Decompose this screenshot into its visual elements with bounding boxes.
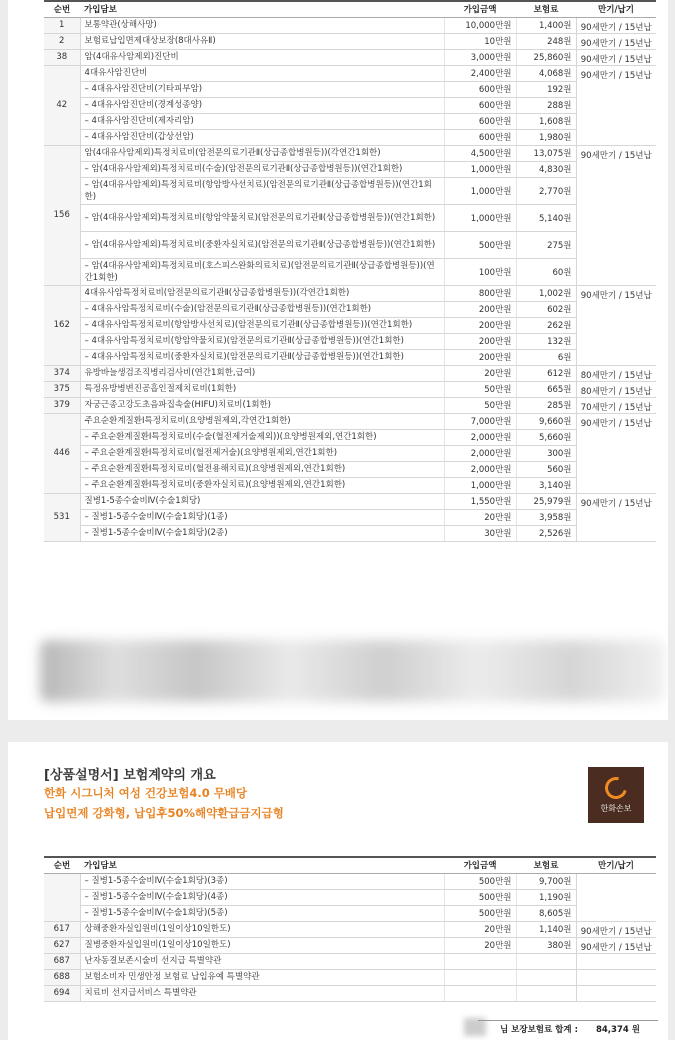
coverage-name: 암(4대유사암제외)특정치료비(암전문의료기관Ⅱ(상급종합병원등))(각연간1회한) (80, 145, 444, 161)
coverage-premium: 9,660원 (516, 413, 576, 429)
coverage-amount: 1,000만원 (444, 177, 516, 204)
table-row (44, 509, 656, 525)
table-row (44, 17, 656, 33)
row-number: 38 (44, 49, 80, 65)
coverage-amount: 50만원 (444, 397, 516, 413)
coverage-maturity: 90세만기 / 15년납 (576, 285, 656, 365)
coverage-name: – 암(4대유사암제외)특정치료비(중환자실치료)(암전문의료기관Ⅱ(상급종합병원등))(연간1회한) (80, 231, 444, 258)
coverage-name: – 4대유사암진단비(경계성종양) (80, 97, 444, 113)
coverage-name: – 4대유사암특정치료비(항암방사선치료)(암전문의료기관Ⅱ(상급종합병원등))(연간1회한) (80, 317, 444, 333)
row-number: 531 (44, 493, 80, 541)
coverage-premium: 248원 (516, 33, 576, 49)
coverage-amount (444, 985, 516, 1001)
header-coverage: 가입담보 (80, 1, 444, 17)
coverage-amount: 500만원 (444, 231, 516, 258)
coverage-premium: 612원 (516, 365, 576, 381)
table-row (44, 429, 656, 445)
table-row (44, 33, 656, 49)
coverage-amount: 10,000만원 (444, 17, 516, 33)
coverage-premium: 1,400원 (516, 17, 576, 33)
coverage-maturity (576, 873, 656, 921)
coverage-name: 4대유사암진단비 (80, 65, 444, 81)
coverage-premium: 1,140원 (516, 921, 576, 937)
coverage-amount: 4,500만원 (444, 145, 516, 161)
coverage-premium: 8,605원 (516, 905, 576, 921)
table-row (44, 97, 656, 113)
coverage-amount: 50만원 (444, 381, 516, 397)
table-row (44, 129, 656, 145)
coverage-amount: 800만원 (444, 285, 516, 301)
coverage-amount: 20만원 (444, 509, 516, 525)
table-row (44, 49, 656, 65)
table-row (44, 889, 656, 905)
table-row (44, 445, 656, 461)
table-row (44, 258, 656, 285)
table-row (44, 285, 656, 301)
coverage-premium: 1,190원 (516, 889, 576, 905)
row-number: 374 (44, 365, 80, 381)
coverage-amount: 20만원 (444, 921, 516, 937)
coverage-maturity: 90세만기 / 15년납 (576, 145, 656, 285)
coverage-premium: 13,075원 (516, 145, 576, 161)
product-name: 한화 시그니처 여성 건강보험4.0 무배당 (44, 786, 248, 800)
coverage-premium: 6원 (516, 349, 576, 365)
coverage-name: 치료비 선지급서비스 특별약관 (80, 985, 444, 1001)
table-row (44, 231, 656, 258)
coverage-premium: 25,979원 (516, 493, 576, 509)
coverage-amount: 500만원 (444, 905, 516, 921)
coverage-name: – 암(4대유사암제외)특정치료비(수술)(암전문의료기관Ⅱ(상급종합병원등))(연간1회한) (80, 161, 444, 177)
header-maturity: 만기/납기 (576, 1, 656, 17)
coverage-amount: 600만원 (444, 81, 516, 97)
table-row (44, 333, 656, 349)
table-row (44, 477, 656, 493)
coverage-premium: 275원 (516, 231, 576, 258)
coverage-maturity: 90세만기 / 15년납 (576, 65, 656, 145)
header-num: 순번 (44, 1, 80, 17)
table-row (44, 365, 656, 381)
coverage-name: – 질병1-5종수술비Ⅳ(수술1회당)(5종) (80, 905, 444, 921)
row-number: 162 (44, 285, 80, 365)
coverage-premium: 1,980원 (516, 129, 576, 145)
coverage-premium: 4,068원 (516, 65, 576, 81)
coverage-name: 보통약관(상해사망) (80, 17, 444, 33)
table-row (44, 317, 656, 333)
hanwha-logo-icon (601, 772, 631, 802)
coverage-name: 암(4대유사암제외)진단비 (80, 49, 444, 65)
total-value: 84,374 원 (595, 1024, 640, 1035)
coverage-premium (516, 969, 576, 985)
total-label: 님 보장보험료 합계 : (500, 1024, 578, 1035)
table-row (44, 349, 656, 365)
coverage-maturity: 90세만기 / 15년납 (576, 493, 656, 541)
company-logo (588, 767, 644, 823)
coverage-amount: 200만원 (444, 317, 516, 333)
coverage-name: – 4대유사암특정치료비(수술)(암전문의료기관Ⅱ(상급종합병원등))(연간1회한) (80, 301, 444, 317)
coverage-name: – 암(4대유사암제외)특정치료비(항암방사선치료)(암전문의료기관Ⅱ(상급종합병원등))(연간1회한) (80, 177, 444, 204)
table-row (44, 113, 656, 129)
row-number: 687 (44, 953, 80, 969)
document-page-1 (8, 0, 668, 720)
row-number: 379 (44, 397, 80, 413)
coverage-premium: 132원 (516, 333, 576, 349)
header-amount: 가입금액 (444, 1, 516, 17)
coverage-premium: 665원 (516, 381, 576, 397)
coverage-maturity: 80세만기 / 15년납 (576, 365, 656, 381)
coverage-amount: 1,000만원 (444, 477, 516, 493)
table-row (44, 381, 656, 397)
coverage-name: – 4대유사암진단비(제자리암) (80, 113, 444, 129)
coverage-amount: 200만원 (444, 301, 516, 317)
coverage-name: – 4대유사암진단비(갑상선암) (80, 129, 444, 145)
coverage-name: 주요순환계질환Ⅰ특정치료비(요양병원제외,각연간1회한) (80, 413, 444, 429)
table-row (44, 461, 656, 477)
coverage-premium: 60원 (516, 258, 576, 285)
row-number: 688 (44, 969, 80, 985)
table-row (44, 413, 656, 429)
logo-text: 한화손보 (600, 803, 632, 813)
coverage-name: – 질병1-5종수술비Ⅳ(수술1회당)(3종) (80, 873, 444, 889)
table-row (44, 177, 656, 204)
coverage-premium: 3,958원 (516, 509, 576, 525)
coverage-premium: 3,140원 (516, 477, 576, 493)
coverage-name: – 질병1-5종수술비Ⅳ(수술1회당)(1종) (80, 509, 444, 525)
coverage-premium: 2,770원 (516, 177, 576, 204)
coverage-amount: 7,000만원 (444, 413, 516, 429)
coverage-premium: 4,830원 (516, 161, 576, 177)
coverage-maturity (576, 985, 656, 1001)
coverage-premium: 285원 (516, 397, 576, 413)
coverage-name: – 4대유사암특정치료비(항암약물치료)(암전문의료기관Ⅱ(상급종합병원등))(연간1회한) (80, 333, 444, 349)
coverage-amount: 2,000만원 (444, 461, 516, 477)
coverage-amount: 1,550만원 (444, 493, 516, 509)
coverage-maturity: 90세만기 / 15년납 (576, 413, 656, 493)
row-number: 42 (44, 65, 80, 145)
coverage-name: 난자동결보존시술비 선지급 특별약관 (80, 953, 444, 969)
table-row (44, 969, 656, 985)
table-row (44, 301, 656, 317)
coverage-name: – 4대유사암특정치료비(중환자실치료)(암전문의료기관Ⅱ(상급종합병원등))(연간1회한) (80, 349, 444, 365)
coverage-amount: 2,400만원 (444, 65, 516, 81)
coverage-amount: 200만원 (444, 333, 516, 349)
table-row (44, 397, 656, 413)
coverage-premium: 288원 (516, 97, 576, 113)
table-row (44, 873, 656, 889)
table-row (44, 81, 656, 97)
coverage-premium: 192원 (516, 81, 576, 97)
row-number: 375 (44, 381, 80, 397)
coverage-premium: 25,860원 (516, 49, 576, 65)
coverage-amount: 3,000만원 (444, 49, 516, 65)
premium-total (478, 1020, 658, 1036)
table-row (44, 145, 656, 161)
header-premium: 보험료 (516, 857, 576, 873)
coverage-name: – 주요순환계질환Ⅰ특정치료비(수술(혈전제거술제외))(요양병원제외,연간1회한) (80, 429, 444, 445)
table-row (44, 985, 656, 1001)
coverage-premium: 1,608원 (516, 113, 576, 129)
table-row (44, 204, 656, 231)
coverage-name: – 암(4대유사암제외)특정치료비(항암약물치료)(암전문의료기관Ⅱ(상급종합병원등))(연간1회한) (80, 204, 444, 231)
coverage-maturity: 70세만기 / 15년납 (576, 397, 656, 413)
coverage-premium: 602원 (516, 301, 576, 317)
coverage-amount: 100만원 (444, 258, 516, 285)
coverage-maturity: 90세만기 / 15년납 (576, 921, 656, 937)
coverage-amount: 600만원 (444, 113, 516, 129)
row-number: 156 (44, 145, 80, 285)
coverage-name: 유방바늘생검조직병리검사비(연간1회한,급여) (80, 365, 444, 381)
coverage-premium: 5,660원 (516, 429, 576, 445)
coverage-premium (516, 985, 576, 1001)
coverage-premium: 9,700원 (516, 873, 576, 889)
coverage-premium: 300원 (516, 445, 576, 461)
coverage-amount: 1,000만원 (444, 204, 516, 231)
coverage-amount: 20만원 (444, 365, 516, 381)
coverage-name: – 주요순환계질환Ⅰ특정치료비(혈전제거술)(요양병원제외,연간1회한) (80, 445, 444, 461)
coverage-amount: 20만원 (444, 937, 516, 953)
coverage-name: 질병중환자실입원비(1일이상10일한도) (80, 937, 444, 953)
row-number: 1 (44, 17, 80, 33)
coverage-name: – 4대유사암진단비(기타피부암) (80, 81, 444, 97)
coverage-premium: 262원 (516, 317, 576, 333)
row-number: 617 (44, 921, 80, 937)
table-row (44, 921, 656, 937)
coverage-maturity: 80세만기 / 15년납 (576, 381, 656, 397)
row-number (44, 873, 80, 921)
coverage-name: 4대유사암특정치료비(암전문의료기관Ⅱ(상급종합병원등))(각연간1회한) (80, 285, 444, 301)
coverage-amount: 600만원 (444, 97, 516, 113)
coverage-name: – 질병1-5종수술비Ⅳ(수술1회당)(2종) (80, 525, 444, 541)
coverage-premium: 560원 (516, 461, 576, 477)
header-coverage: 가입담보 (80, 857, 444, 873)
coverage-amount: 500만원 (444, 873, 516, 889)
coverage-name: – 주요순환계질환Ⅰ특정치료비(혈전용해치료)(요양병원제외,연간1회한) (80, 461, 444, 477)
header-maturity: 만기/납기 (576, 857, 656, 873)
coverage-premium: 2,526원 (516, 525, 576, 541)
document-page-2 (8, 742, 668, 1040)
coverage-name: – 암(4대유사암제외)특정치료비(호스피스완화의료치료)(암전문의료기관Ⅱ(상급종합병원등))(연간1회한) (80, 258, 444, 285)
coverage-maturity (576, 969, 656, 985)
table-row (44, 65, 656, 81)
row-number: 2 (44, 33, 80, 49)
redacted-area (40, 640, 665, 702)
coverage-premium: 380원 (516, 937, 576, 953)
header-amount: 가입금액 (444, 857, 516, 873)
product-type: 납입면제 강화형, 납입후50%해약환급금지급형 (44, 806, 284, 820)
table-row (44, 937, 656, 953)
coverage-name: – 주요순환계질환Ⅰ특정치료비(중환자실치료)(요양병원제외,연간1회한) (80, 477, 444, 493)
coverage-amount (444, 969, 516, 985)
coverage-name: 자궁근종고강도초음파집속술(HIFU)치료비(1회한) (80, 397, 444, 413)
coverage-table-1 (44, 0, 656, 542)
table-row (44, 493, 656, 509)
coverage-premium (516, 953, 576, 969)
document-title: [상품설명서] 보험계약의 개요 (44, 768, 216, 783)
table-row (44, 161, 656, 177)
coverage-amount: 200만원 (444, 349, 516, 365)
table-row (44, 953, 656, 969)
coverage-amount: 2,000만원 (444, 445, 516, 461)
coverage-maturity: 90세만기 / 15년납 (576, 937, 656, 953)
coverage-amount (444, 953, 516, 969)
coverage-amount: 2,000만원 (444, 429, 516, 445)
row-number: 446 (44, 413, 80, 493)
coverage-maturity: 90세만기 / 15년납 (576, 49, 656, 65)
coverage-maturity: 90세만기 / 15년납 (576, 17, 656, 33)
coverage-name: 보험소비자 민생안정 보험료 납입유예 특별약관 (80, 969, 444, 985)
coverage-name: 질병1-5종수술비Ⅳ(수술1회당) (80, 493, 444, 509)
coverage-name: 상해중환자실입원비(1일이상10일한도) (80, 921, 444, 937)
coverage-name: 보험료납입면제대상보장(8대사유Ⅱ) (80, 33, 444, 49)
row-number: 627 (44, 937, 80, 953)
coverage-premium: 1,002원 (516, 285, 576, 301)
row-number: 694 (44, 985, 80, 1001)
coverage-amount: 10만원 (444, 33, 516, 49)
header-num: 순번 (44, 857, 80, 873)
coverage-maturity: 90세만기 / 15년납 (576, 33, 656, 49)
coverage-amount: 30만원 (444, 525, 516, 541)
coverage-maturity (576, 953, 656, 969)
table-row (44, 525, 656, 541)
coverage-name: 특정유방병변진공흡인절제치료비(1회한) (80, 381, 444, 397)
coverage-amount: 600만원 (444, 129, 516, 145)
table-row (44, 905, 656, 921)
coverage-table-2 (44, 856, 656, 1002)
coverage-name: – 질병1-5종수술비Ⅳ(수술1회당)(4종) (80, 889, 444, 905)
coverage-amount: 500만원 (444, 889, 516, 905)
coverage-premium: 5,140원 (516, 204, 576, 231)
coverage-amount: 1,000만원 (444, 161, 516, 177)
header-premium: 보험료 (516, 1, 576, 17)
